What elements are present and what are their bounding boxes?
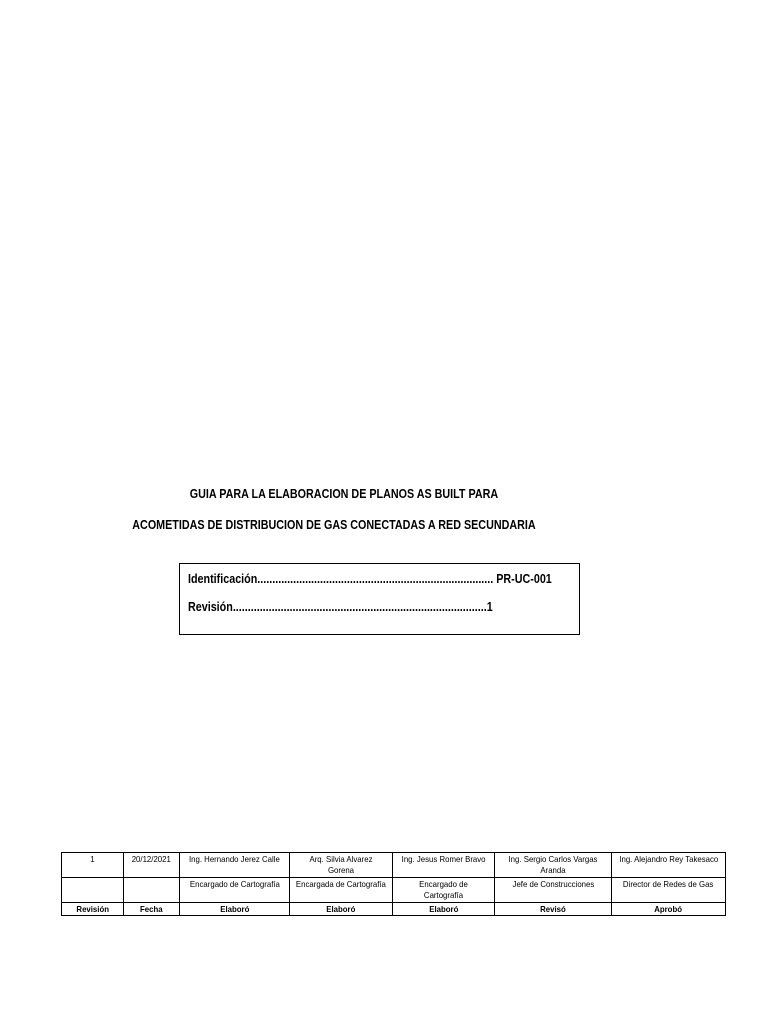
table-cell: Arq. Silvia Alvarez Gorena xyxy=(290,853,393,878)
table-cell: Ing. Hernando Jerez Calle xyxy=(180,853,290,878)
revision-table xyxy=(61,852,726,916)
table-cell: 20/12/2021 xyxy=(124,853,180,878)
identification-box xyxy=(179,563,580,635)
table-cell: Director de Redes de Gas xyxy=(612,878,726,903)
table-row xyxy=(62,878,726,903)
document-title-line2: ACOMETIDAS DE DISTRIBUCION DE GAS CONECTADAS A RED SECUNDARIA xyxy=(132,518,536,532)
table-header-cell: Elaboró xyxy=(290,903,393,916)
table-cell xyxy=(62,878,124,903)
table-cell: Encargado de Cartografía xyxy=(180,878,290,903)
table-cell: Encargada de Cartografía xyxy=(290,878,393,903)
table-cell: Encargado de Cartografía xyxy=(393,878,495,903)
table-header-cell: Aprobó xyxy=(612,903,726,916)
table-cell: Ing. Sergio Carlos Vargas Aranda xyxy=(495,853,612,878)
table-header-cell: Fecha xyxy=(124,903,180,916)
revision-dots: ..................................................................................... xyxy=(232,600,487,614)
identification-line xyxy=(188,572,552,586)
revision-label: Revisión xyxy=(188,600,233,614)
document-title-line1: GUIA PARA LA ELABORACION DE PLANOS AS BUILT PARA xyxy=(189,487,499,501)
revision-line xyxy=(188,600,493,614)
table-cell xyxy=(124,878,180,903)
revision-value: 1 xyxy=(486,600,493,614)
table-header-row xyxy=(62,903,726,916)
identification-dots: ............................................................................... xyxy=(257,572,494,586)
table-cell: Ing. Jesus Romer Bravo xyxy=(393,853,495,878)
table-cell: 1 xyxy=(62,853,124,878)
table-header-cell: Revisó xyxy=(495,903,612,916)
table-header-cell: Elaboró xyxy=(180,903,290,916)
table-row xyxy=(62,853,726,878)
table-header-cell: Elaboró xyxy=(393,903,495,916)
table-cell: Jefe de Construcciones xyxy=(495,878,612,903)
identification-value: PR-UC-001 xyxy=(493,572,552,586)
table-cell: Ing. Alejandro Rey Takesaco xyxy=(612,853,726,878)
table-header-cell: Revisión xyxy=(62,903,124,916)
identification-label: Identificación xyxy=(188,572,258,586)
